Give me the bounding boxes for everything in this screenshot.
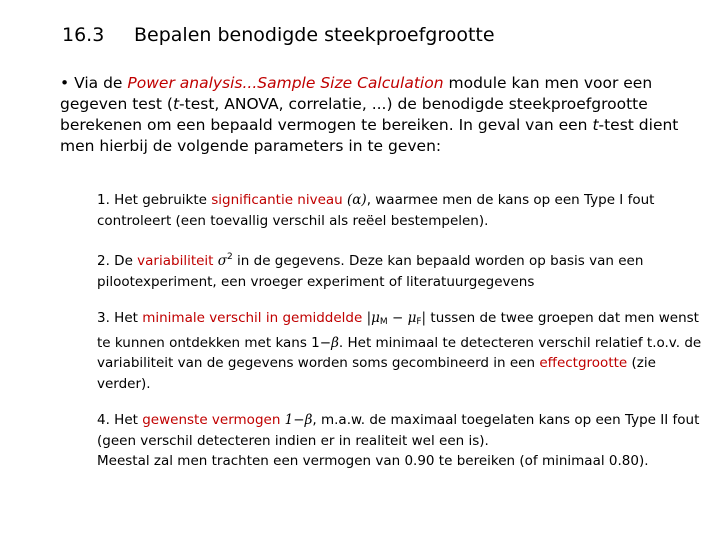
keyword-effect-size: effectgrootte [539,355,628,371]
section-number: 16.3 [62,24,105,46]
section-heading [62,24,495,46]
keyword-min-difference: minimale verschil in gemiddelde [142,310,363,326]
parameter-list [97,190,707,472]
keyword-power: gewenste vermogen [142,412,281,428]
list-item: 3. Het minimale verschil in gemiddelde $|\mu_M - \mu_F|$ tussen de twee groepen dat men wenst te kunnen ontdekken met kans 1−β. Het minimaal te detecteren verschil relatief t.o.v. de variabiliteit van de gegevens worden soms gecombineerd in een effectgrootte (zie verder). [97,310,702,392]
list-item: 2. De variabiliteit $\sigma^2$ in de gegevens. Deze kan bepaald worden op basis van een pilootexperiment, een vroeger experiment of literatuurgegevens [97,252,644,290]
section-title: Bepalen benodigde steekproefgrootte [134,24,495,46]
keyword-variability: variabiliteit [137,253,214,269]
list-item: 1. Het gebruikte significantie niveau (α), waarmee men de kans op een Type I fout controleert (een toevallig verschil als reëel bestempelen). [97,192,655,229]
module-name: Power analysis...Sample Size Calculation [127,74,444,92]
intro-paragraph: • Via de Power analysis...Sample Size Calculation module kan men voor een gegeven test (t-test, ANOVA, correlatie, ...) de benodigde steekproefgrootte berekenen om een bepaald vermogen te bereiken. In geval van een t-test dient men hierbij de volgende parameters in te geven: [60,74,679,155]
keyword-significance: significantie niveau [211,192,343,208]
bullet-icon: • [60,74,70,92]
list-item: 4. Het gewenste vermogen 1−β, m.a.w. de maximaal toegelaten kans op een Type II fout (geen verschil detecteren indien er in realiteit wel een is). Meestal zal men trachten een vermogen van 0.90 te bereiken (of minimaal 0.80). [97,412,700,469]
